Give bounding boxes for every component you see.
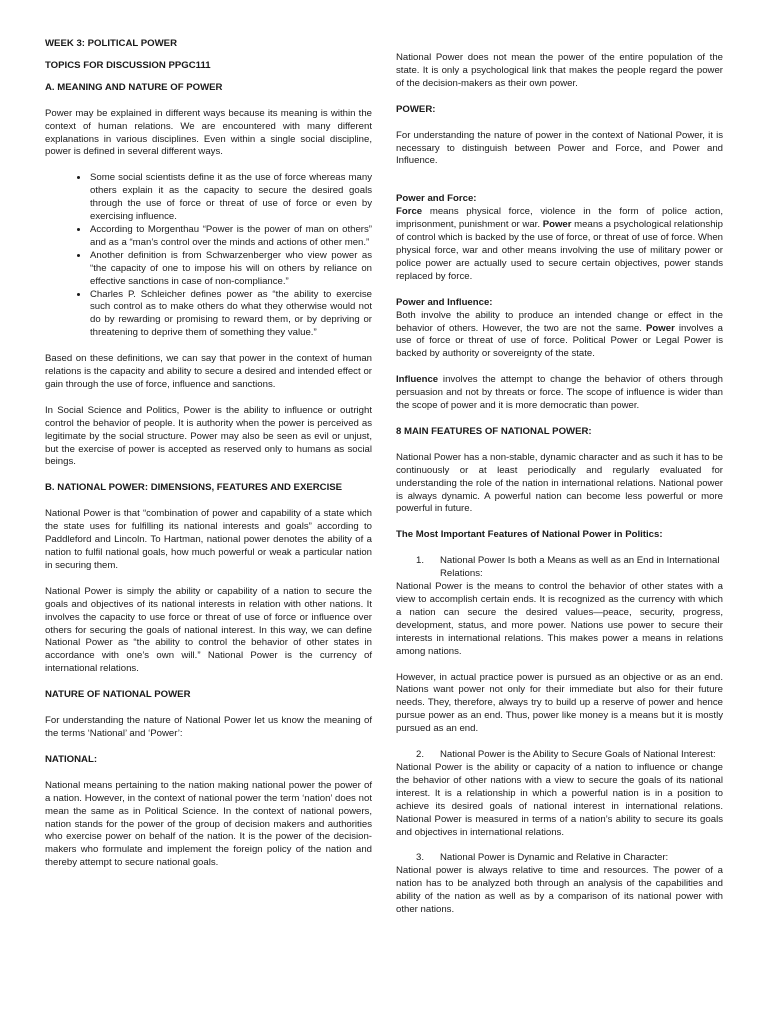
left-column	[45, 0, 372, 870]
nature-title: NATURE OF NATIONAL POWER	[45, 689, 191, 701]
definitions-list	[45, 172, 372, 340]
power-and-force-paragraph: Force means physical force, violence in the form of police action, imprisonment, punishment or war. Power means a psychological relationship of control which is backed by the use of force, or threat of use of force. When physical force, war and other means involving the use of military power or police power are actually used to secure certain objectives, power stands replaced by force.	[396, 206, 723, 282]
list-item: • According to Morgenthau “Power is the power of man on others” and as a “man’s control over the minds and actions of other men.”	[89, 224, 372, 250]
intro-paragraph: Power may be explained in different ways because its meaning is within the context of human relations. We are encountered with many different explanations in various disciplines. Even within a single social discipline, power is defined in several different ways.	[45, 107, 372, 158]
social-science-paragraph: In Social Science and Politics, Power is the ability to influence or outright control the behavior of people. It is authority when the power is perceived as legitimate by the social structure. Power may also be seen as evil or unjust, but the exercise of power is accepted as reserved only to humans as social beings.	[45, 404, 372, 468]
power-and-influence-title: Power and Influence:	[396, 296, 493, 308]
power-and-influence-paragraph: Both involve the ability to produce an intended change or effect in the behavior of others. However, the two are not the same. Power involves a use of force or threat of use of force. Political Power or Legal Power is backed by authority or sovereignty of the state.	[396, 309, 723, 360]
features-paragraph: National Power has a non-stable, dynamic character and as such it has to be continuously or at least periodically and regularly evaluated for understanding the role of the nation in international relations. National power is always dynamic. A powerful nation can become less powerful or more powerful in future.	[396, 451, 723, 515]
power-title: POWER:	[396, 103, 436, 115]
important-features-title: The Most Important Features of National Power in Politics:	[396, 529, 663, 541]
national-title: NATIONAL:	[45, 753, 98, 765]
nature-paragraph: For understanding the nature of National Power let us know the meaning of the terms ‘National’ and ‘Power’:	[45, 715, 372, 739]
section-b-title: B. NATIONAL POWER: DIMENSIONS, FEATURES AND EXERCISE	[45, 482, 343, 494]
national-power-clarification-paragraph: National Power does not mean the power of the entire population of the state. It is only a psychological link that makes the people regard the power of the decision-makers as their own power.	[396, 52, 723, 89]
feature-item-3-heading: 3. National Power is Dynamic and Relative in Character:	[416, 852, 669, 864]
features-title: 8 MAIN FEATURES OF NATIONAL POWER:	[396, 425, 592, 437]
feature-item-1-heading: 1. National Power Is both a Means as well as an End in International Relations:	[416, 555, 720, 580]
week-title: WEEK 3: POLITICAL POWER	[45, 38, 178, 49]
influence-term: Influence	[396, 374, 439, 386]
feature-item-1-paragraph-2: However, in actual practice power is pursued as an objective or as an end. Nations want power not only for their immediate but also for their future needs. They, therefore, always try to build up a reserve of power and hence pursue power as an end. Thus, power like money is a means but it is mostly pursued as an end.	[396, 671, 723, 735]
feature-item-3-paragraph: National power is always relative to time and resources. The power of a nation has to be analyzed both through an analysis of the capabilities and ability of the nation as well as by a comparison of its national power with other nations.	[396, 865, 723, 916]
feature-item-2-paragraph: National Power is the ability or capacity of a nation to influence or change the behavior of other nations with a view to secure the goals of its national interest. It is a relationship in which a powerful nation is in a position to achieve its desired goals of national interest in international relations. National Power is measured in terms of a nation’s ability to secure its goals and objectives in international relations.	[396, 761, 723, 838]
list-item: • Some social scientists define it as the use of force whereas many others explain it as the capacity to secure the desired goals through the use of force or threat of use of force or even by exercising influence.	[89, 172, 372, 224]
power-paragraph: For understanding the nature of power in the context of National Power, it is necessary to distinguish between Power and Force, and Power and Influence.	[396, 129, 723, 167]
power-and-force-title: Power and Force:	[396, 193, 477, 205]
force-term: Force	[396, 206, 423, 218]
topics-title: TOPICS FOR DISCUSSION PPGC111	[45, 59, 211, 71]
feature-item-1-paragraph: National Power is the means to control the behavior of other states with a view to accomplish certain ends. It is recognized as the currency with which a nation can secure the desired values—peace, security, progress, development, status, and more power. Nations use power to secure their interests in international relations. This makes power a means in relations among nations.	[396, 581, 723, 657]
national-paragraph: National means pertaining to the nation making national power the power of a nation. However, in the context of national power the term ‘nation’ does not mean the same as in Political Science. In the context of national powers, nation stands for the power of the group of decision makers and authorities who exercise power on behalf of the nation. It is the power of the decision-makers who formulate and implement the foreign policy of the nation and thereby attempt to secure national goals.	[45, 779, 372, 869]
list-item: • Another definition is from Schwarzenberger who view power as “the capacity of one to impose his will on others by reliance on effective sanctions in case of non-compliance.”	[89, 250, 372, 289]
section-a-title: A. MEANING AND NATURE OF POWER	[45, 81, 223, 93]
influence-paragraph: Influence involves the attempt to change the behavior of others through persuasion and not by threats or force. The scope of influence is wider than the scope of power and it is more democratic than power.	[396, 374, 723, 412]
feature-item-2-heading: 2. National Power is the Ability to Secure Goals of National Interest:	[416, 749, 716, 761]
list-item: • Charles P. Schleicher defines power as “the ability to exercise such control as to make others do what they otherwise would not do by rewarding or promising to reward them, or by depriving or threatening to deprive them of something they value.”	[89, 289, 372, 341]
national-power-paragraph-2: National Power is simply the ability or capability of a nation to secure the goals and objectives of its national interests in relation with other nations. It involves the capacity to use force or threat of use of force or influence over others for securing the goals of national interest. In this way, we can define National Power as “the ability to control the behavior of other states in accordance with one’s own will.” National Power is the currency of international relations.	[45, 585, 372, 675]
power-term: Power	[646, 322, 675, 334]
power-term: Power	[542, 219, 572, 231]
definitions-summary-paragraph: Based on these definitions, we can say that power in the context of human relations is the capacity and ability to secure a desired and intended effect or gain through the use of force, influence and sanctions.	[45, 353, 372, 390]
right-column	[396, 0, 723, 917]
national-power-paragraph-1: National Power is that “combination of power and capability of a state which the state uses for fulfilling its national interests and goals” according to Paddleford and Lincoln. To Hartman, national power denotes the ability of a nation to fulfil national goals, how much powerful or weak a particular nation in securing them.	[45, 508, 372, 571]
